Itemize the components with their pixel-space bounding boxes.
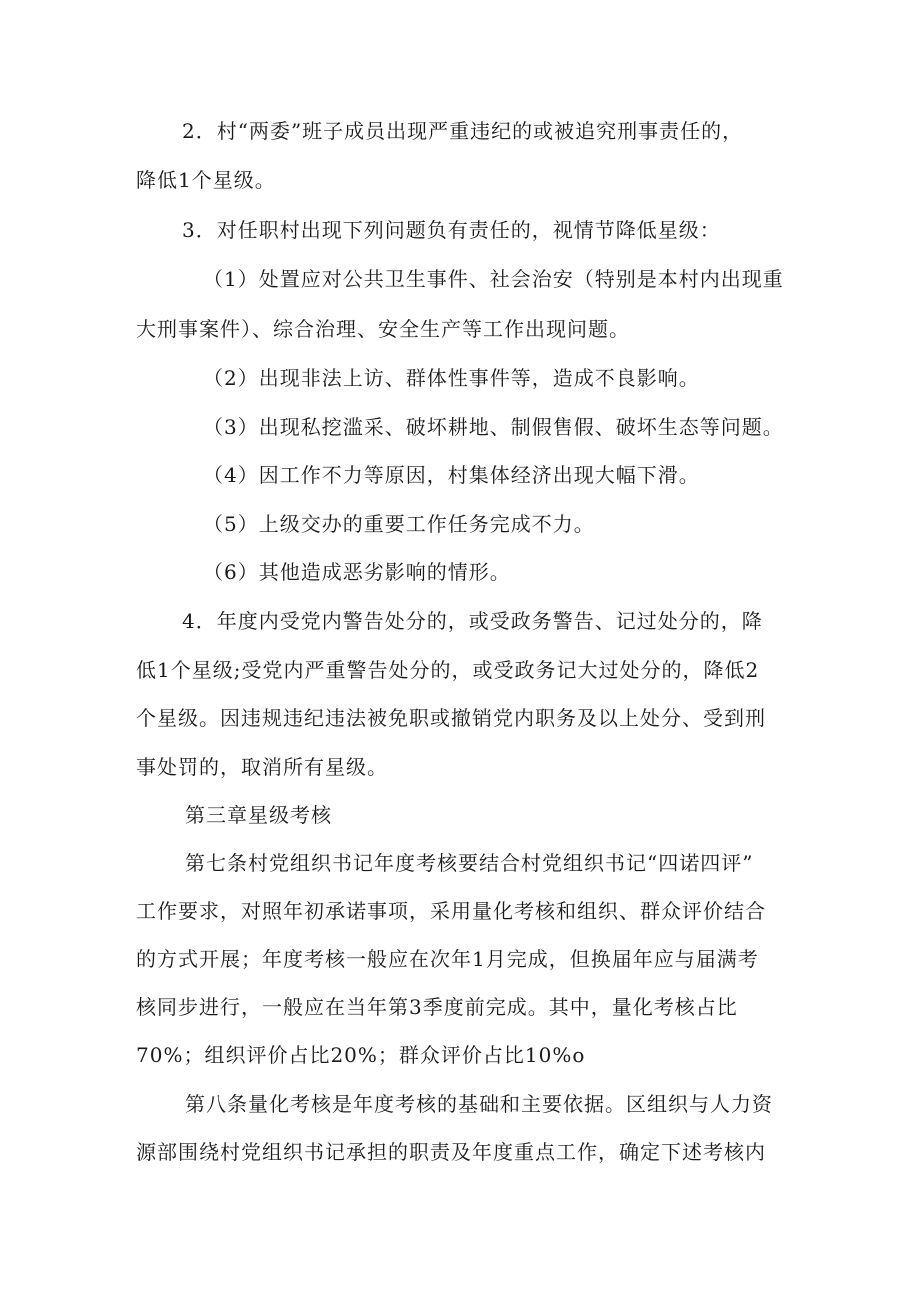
chapter-heading: 第三章星级考核	[185, 803, 332, 827]
paragraph-line: 的方式开展；年度考核一般应在次年1月完成，但换届年应与届满考	[136, 947, 759, 971]
paragraph-line: 第七条村党组织书记年度考核要结合村党组织书记“四诺四评”	[185, 851, 754, 875]
paragraph-line: 第八条量化考核是年度考核的基础和主要依据。区组织与人力资	[185, 1092, 773, 1116]
paragraph-line: 3．对任职村出现下列问题负有责任的，视情节降低星级：	[182, 218, 721, 242]
paragraph-line: 大刑事案件）、综合治理、安全生产等工作出现问题。	[136, 317, 630, 341]
paragraph-line: （3）出现私挖滥采、破坏耕地、制假售假、破坏生态等问题。	[203, 415, 784, 439]
paragraph-line: （6）其他造成恶劣影响的情形。	[203, 560, 511, 584]
paragraph-line: 低1个星级;受党内严重警告处分的，或受政务记大过处分的，降低2	[136, 658, 760, 682]
paragraph-line: 4．年度内受党内警告处分的，或受政务警告、记过处分的，降	[182, 609, 763, 633]
paragraph-line: （2）出现非法上访、群体性事件等，造成不良影响。	[203, 366, 700, 390]
paragraph-line: （5）上级交办的重要工作任务完成不力。	[203, 512, 595, 536]
paragraph-line: 2．村“两委”班子成员出现严重违纪的或被追究刑事责任的，	[182, 119, 744, 143]
paragraph-line: 工作要求，对照年初承诺事项，采用量化考核和组织、群众评价结合	[136, 899, 766, 923]
paragraph-line: 事处罚的，取消所有星级。	[136, 755, 388, 779]
paragraph-line: （4）因工作不力等原因，村集体经济出现大幅下滑。	[203, 463, 700, 487]
paragraph-line: （1）处置应对公共卫生事件、社会治安（特别是本村内出现重	[203, 267, 784, 291]
paragraph-line: 个星级。因违规违纪违法被免职或撤销党内职务及以上处分、受到刑	[136, 706, 766, 730]
paragraph-line: 核同步进行，一般应在当年第3季度前完成。其中，量化考核占比	[136, 995, 738, 1019]
paragraph-line: 70%；组织评价占比20%；群众评价占比10%o	[136, 1043, 586, 1067]
paragraph-line: 源部围绕村党组织书记承担的职责及年度重点工作，确定下述考核内	[136, 1140, 766, 1164]
paragraph-line: 降低1个星级。	[136, 168, 276, 192]
